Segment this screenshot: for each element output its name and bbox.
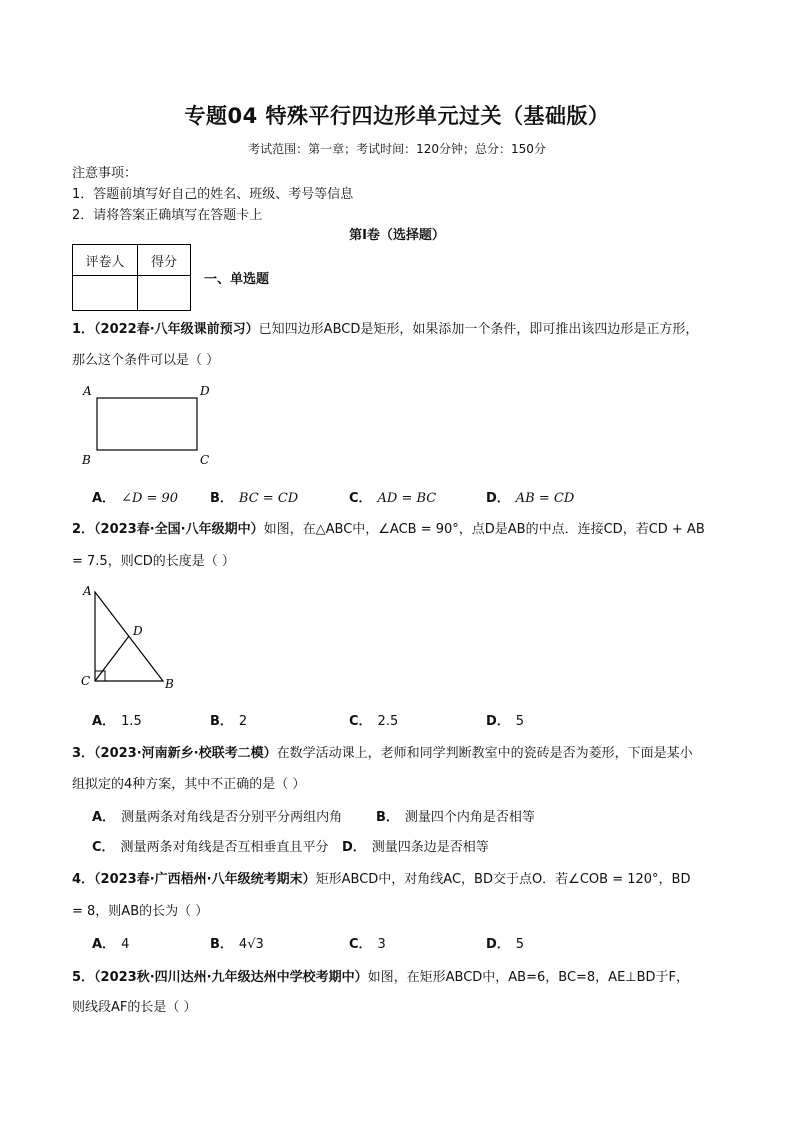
question-2-source: （2023春·全国·八年级期中）: [94, 522, 264, 537]
question-2-line-1: [72, 518, 705, 537]
question-2-option-b[interactable]: B． 2: [210, 714, 248, 729]
question-4-line-2: = 8，则AB的长为（ ）: [72, 904, 209, 919]
question-1-figure-rectangle: [76, 380, 216, 470]
question-4-option-c[interactable]: C． 3: [349, 937, 386, 952]
note-item-1: 1．答题前填写好自己的姓名、班级、考号等信息: [72, 187, 354, 202]
question-4-option-a[interactable]: A． 4: [92, 937, 130, 952]
question-3-number: 3．: [72, 746, 95, 761]
question-5-line-1: [72, 966, 689, 985]
figure-1-label-d: D: [200, 384, 210, 398]
question-3-option-c[interactable]: C． 测量两条对角线是否互相垂直且平分: [92, 840, 329, 855]
question-1-option-a[interactable]: A． ∠D = 90: [92, 491, 179, 506]
question-1-number: 1．: [72, 322, 95, 337]
question-1-line-2: 那么这个条件可以是（ ）: [72, 353, 220, 368]
question-3-source: （2023·河南新乡·校联考二模）: [94, 746, 277, 761]
question-5-source: （2023秋·四川达州·九年级达州中学校考期中）: [94, 970, 368, 985]
page-title: 专题04 特殊平行四边形单元过关（基础版）: [184, 104, 610, 128]
part-title: 一、单选题: [204, 272, 270, 287]
question-3-text-1: 在数学活动课上，老师和同学判断教室中的瓷砖是否为菱形，下面是某小: [276, 746, 693, 761]
figure-2-label-c: C: [81, 674, 91, 688]
question-1-option-d[interactable]: D． AB = CD: [486, 491, 575, 506]
figure-1-label-c: C: [200, 453, 210, 467]
question-2-text-1: 如图，在△ABC中，∠ACB = 90°，点D是AB的中点．连接CD，若CD + AB: [263, 522, 705, 537]
figure-1-label-a: A: [83, 384, 92, 398]
exam-info: 考试范围：第一章；考试时间：120分钟；总分：150分: [248, 142, 546, 156]
question-2-line-2: = 7.5，则CD的长度是（ ）: [72, 554, 235, 569]
figure-2-label-d: D: [133, 624, 143, 638]
question-1-option-c[interactable]: C． AD = BC: [349, 491, 437, 506]
question-3-line-1: [72, 742, 693, 761]
score-table-header-grader: 评卷人: [73, 245, 138, 276]
question-5-number: 5．: [72, 970, 95, 985]
question-4-text-1: 矩形ABCD中，对角线AC，BD交于点O．若∠COB = 120°，BD: [315, 872, 691, 887]
note-item-2: 2．请将答案正确填写在答题卡上: [72, 208, 263, 223]
volume-title: 第I卷（选择题）: [349, 228, 445, 243]
question-3-option-d[interactable]: D． 测量四条边是否相等: [342, 840, 489, 855]
question-3-option-b[interactable]: B． 测量四个内角是否相等: [376, 810, 535, 825]
question-4-line-1: [72, 868, 690, 887]
figure-1-label-b: B: [82, 453, 91, 467]
figure-2-label-a: A: [83, 584, 92, 598]
score-table: [72, 244, 191, 311]
question-2-figure-triangle: [76, 580, 186, 695]
score-table-header-score: 得分: [138, 245, 191, 276]
question-1-text-1: 已知四边形ABCD是矩形，如果添加一个条件，即可推出该四边形是正方形，: [258, 322, 699, 337]
question-4-option-d[interactable]: D． 5: [486, 937, 525, 952]
question-5-line-2: 则线段AF的长是（ ）: [72, 1000, 197, 1015]
question-1-line-1: [72, 318, 698, 337]
figure-2-label-b: B: [165, 677, 174, 691]
question-2-option-a[interactable]: A． 1.5: [92, 714, 142, 729]
question-3-line-2: 组拟定的4种方案，其中不正确的是（ ）: [72, 777, 306, 792]
median-cd: [95, 636, 129, 681]
question-4-number: 4．: [72, 872, 95, 887]
question-2-option-c[interactable]: C． 2.5: [349, 714, 399, 729]
question-4-source: （2023春·广西梧州·八年级统考期末）: [94, 872, 316, 887]
question-5-text-1: 如图，在矩形ABCD中，AB=6，BC=8，AE⊥BD于F，: [367, 970, 690, 985]
notes-heading: 注意事项：: [72, 166, 138, 181]
question-1-option-b[interactable]: B． BC = CD: [210, 491, 299, 506]
question-2-option-d[interactable]: D． 5: [486, 714, 525, 729]
question-4-option-b[interactable]: B． 4√3: [210, 937, 264, 952]
rectangle-abcd: [97, 398, 197, 450]
question-2-number: 2．: [72, 522, 95, 537]
score-table-cell-grader[interactable]: [73, 276, 138, 311]
question-3-option-a[interactable]: A． 测量两条对角线是否分别平分两组内角: [92, 810, 343, 825]
score-table-cell-score[interactable]: [138, 276, 191, 311]
question-1-source: （2022春·八年级课前预习）: [94, 322, 259, 337]
